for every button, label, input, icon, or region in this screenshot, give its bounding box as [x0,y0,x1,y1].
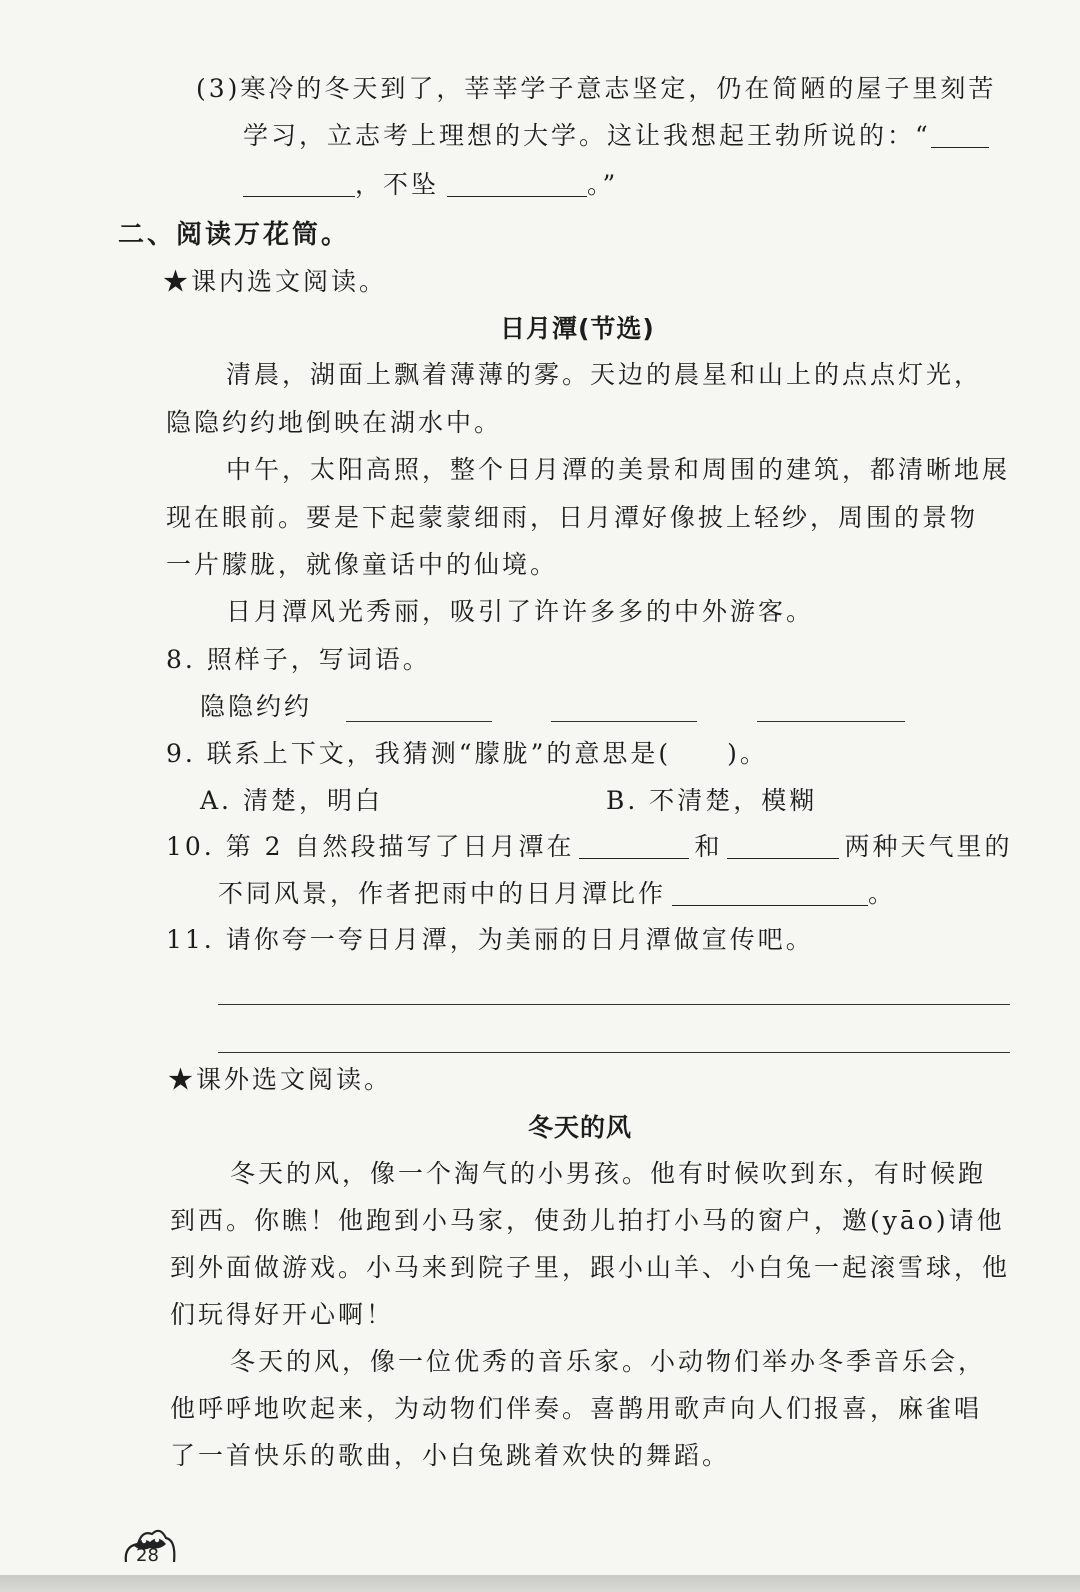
question-3-line-3 [243,168,618,202]
in-class-reading-label: ★课内选文阅读。 [163,267,388,296]
passage-2-line-6: 他呼呼地吹起来，为动物们伴奏。喜鹊用歌声向人们报喜，麻雀唱 [170,1394,983,1423]
question-10-text-2: 和 [694,832,723,861]
question-10-text-5: 。 [868,879,897,908]
question-3-blank-1[interactable] [931,121,989,148]
question-10-text-3: 两种天气里的 [844,832,1013,861]
passage-2-title: 冬天的风 [528,1113,633,1142]
passage-1-line-1: 清晨，湖面上飘着薄薄的雾。天边的晨星和山上的点点灯光， [226,360,983,389]
question-10-text-4: 不同风景，作者把雨中的日月潭比作 [218,879,667,908]
question-10-blank-2[interactable] [727,832,839,859]
passage-2-line-2: 到西。你瞧！他跑到小马家，使劲儿拍打小马的窗户，邀(yāo)请他 [170,1206,1005,1235]
passage-2-line-4: 们玩得好开心啊！ [170,1300,395,1329]
out-of-class-reading-label: ★课外选文阅读。 [168,1065,393,1094]
question-10-line-2 [218,877,896,911]
question-10-blank-3[interactable] [672,879,868,906]
question-9: 9. 联系上下文，我猜测“朦胧”的意思是( )。 [166,739,768,768]
question-8-blank-3[interactable] [757,721,905,722]
passage-2-line-1: 冬天的风，像一个淘气的小男孩。他有时候吹到东，有时候跑 [230,1159,987,1188]
question-11-answer-line-1[interactable] [218,1004,1010,1005]
page-number: 28 [136,1545,159,1566]
question-3-line-1: (3)寒冷的冬天到了，莘莘学子意志坚定，仍在简陋的屋子里刻苦 [196,74,997,103]
question-8-example: 隐隐约约 [200,692,313,721]
question-3-text: 学习，立志考上理想的大学。这让我想起王勃所说的：“ [243,121,931,150]
question-3-blank-2[interactable] [447,170,587,197]
passage-1-line-6: 日月潭风光秀丽，吸引了许许多多的中外游客。 [226,597,815,626]
passage-1-line-4: 现在眼前。要是下起蒙蒙细雨，日月潭好像披上轻纱，周围的景物 [166,503,979,532]
passage-1-line-5: 一片朦胧，就像童话中的仙境。 [166,550,559,579]
question-10-text-1: 10. 第 2 自然段描写了日月潭在 [166,832,575,861]
passage-2-line-3: 到外面做游戏。小马来到院子里，跟小山羊、小白兔一起滚雪球，他 [170,1253,1011,1282]
question-3-mid-text: ，不坠 [355,170,440,199]
scan-edge [0,1575,1080,1592]
question-11: 11. 请你夸一夸日月潭，为美丽的日月潭做宣传吧。 [166,925,814,954]
question-8: 8. 照样子，写词语。 [166,645,431,674]
passage-2-line-5: 冬天的风，像一位优秀的音乐家。小动物们举办冬季音乐会， [230,1347,987,1376]
question-3-end-text: 。” [587,170,619,199]
question-10-line-1 [166,830,1013,864]
question-10-blank-1[interactable] [579,832,689,859]
question-8-blank-2[interactable] [551,721,697,722]
section-2-heading: 二、阅读万花筒。 [118,220,351,250]
passage-2-line-7: 了一首快乐的歌曲，小白兔跳着欢快的舞蹈。 [170,1441,731,1470]
question-3-blank-1-cont[interactable] [243,170,355,197]
question-8-blank-1[interactable] [346,721,492,722]
passage-1-title: 日月潭(节选) [500,314,655,343]
passage-1-line-2: 隐隐约约地倒映在湖水中。 [166,408,503,437]
question-11-answer-line-2[interactable] [218,1052,1010,1053]
question-9-option-b[interactable]: B. 不清楚，模糊 [606,786,818,815]
question-3-line-2 [243,119,989,153]
passage-1-line-3: 中午，太阳高照，整个日月潭的美景和周围的建筑，都清晰地展 [226,455,1011,484]
question-9-option-a[interactable]: A. 清楚，明白 [200,786,383,815]
